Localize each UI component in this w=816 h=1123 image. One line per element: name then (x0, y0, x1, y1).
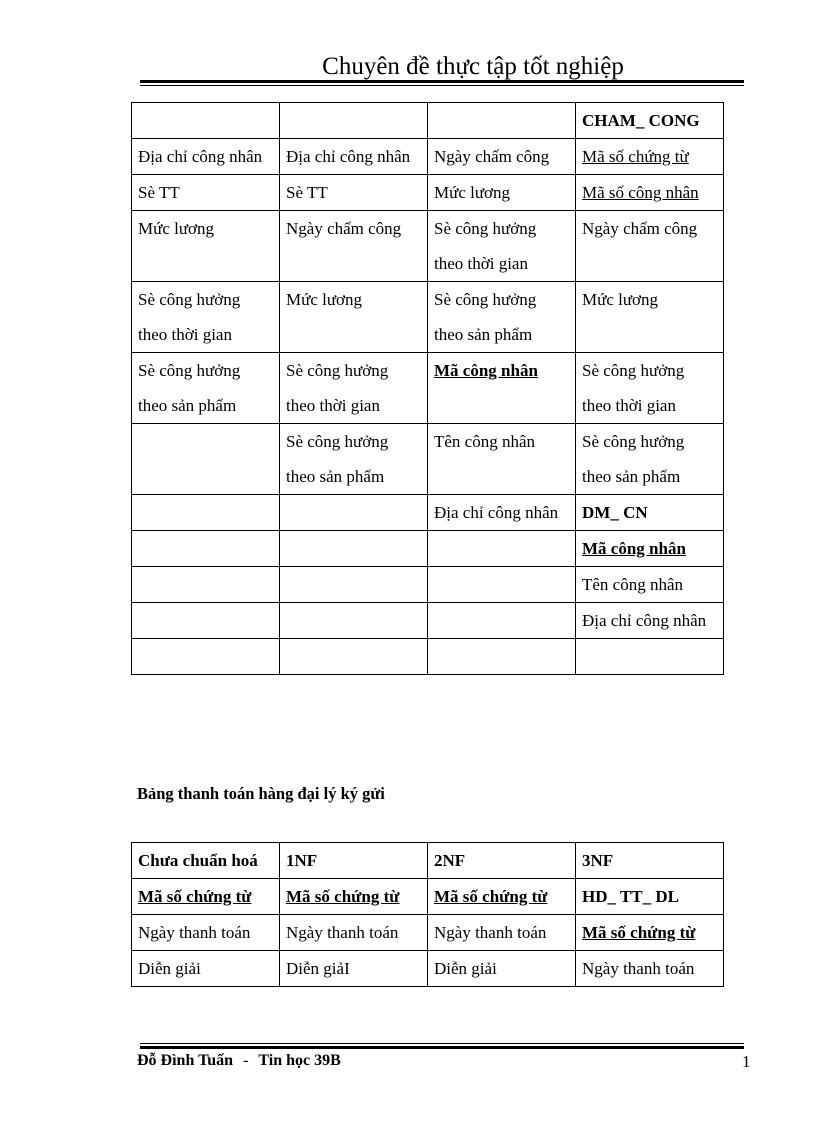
table-cell: Sè công hưởng theo thời gian (576, 353, 724, 424)
table-cell: Sè công hưởng theo sản phẩm (132, 353, 280, 424)
table-cell: Mã công nhân (428, 353, 576, 424)
table-cell (280, 639, 428, 675)
table-cell: Ngày thanh toán (280, 915, 428, 951)
page-number: 1 (742, 1052, 751, 1071)
table-cell (132, 495, 280, 531)
table-cell (280, 531, 428, 567)
table-cell: Ngày chấm công (280, 211, 428, 282)
table-cell: Chưa chuẩn hoá (132, 843, 280, 879)
table-row (132, 603, 724, 639)
table-cell (132, 531, 280, 567)
table-cell: Sè TT (280, 175, 428, 211)
table-row (132, 495, 724, 531)
table-row (132, 639, 724, 675)
table-cell (428, 639, 576, 675)
table-cell: Diễn giải (132, 951, 280, 987)
table-row (132, 567, 724, 603)
footer-author: Đỗ Đình Tuấn (137, 1052, 234, 1069)
header-rule-thick (140, 80, 744, 83)
table-cell: 1NF (280, 843, 428, 879)
table-row (132, 353, 724, 424)
table-row (132, 282, 724, 353)
table-row (132, 211, 724, 282)
table-cell (280, 567, 428, 603)
table-cell: Sè TT (132, 175, 280, 211)
table-row (132, 951, 724, 987)
table-cell: Mã công nhân (576, 531, 724, 567)
table-cell: Mức lương (428, 175, 576, 211)
table-cell (132, 424, 280, 495)
table-cell: Ngày chấm công (576, 211, 724, 282)
table-cell (428, 567, 576, 603)
table-cell: Mã số chứng từ (428, 879, 576, 915)
table-cell (132, 639, 280, 675)
table-row (132, 424, 724, 495)
table-cell (576, 639, 724, 675)
table-cell: DM_ CN (576, 495, 724, 531)
table-thanh-toan (131, 842, 724, 987)
table-cell: Sè công hưởng theo thời gian (428, 211, 576, 282)
footer-class: Tin học 39B (258, 1052, 341, 1069)
table-cell: Diễn giảI (280, 951, 428, 987)
table-cell: Mã số chứng từ (576, 139, 724, 175)
table-cell: Tên công nhân (576, 567, 724, 603)
table-cham-cong (131, 102, 724, 675)
table-cell (428, 603, 576, 639)
table-cell: 3NF (576, 843, 724, 879)
table-cell (132, 103, 280, 139)
table-row (132, 175, 724, 211)
table-cell: Diễn giải (428, 951, 576, 987)
table-cell: 2NF (428, 843, 576, 879)
section-title: Bảng thanh toán hàng đại lý ký gửi (137, 784, 385, 803)
table-cell: Địa chỉ công nhân (132, 139, 280, 175)
table-cell (132, 603, 280, 639)
table-cell: Sè công hưởng theo thời gian (132, 282, 280, 353)
header-rule-thin (140, 85, 744, 86)
table-cell: Sè công hưởng theo sản phẩm (428, 282, 576, 353)
footer-author-line (137, 1052, 341, 1070)
table-cell: Ngày chấm công (428, 139, 576, 175)
footer-rule-thick (140, 1046, 744, 1049)
table-cell: Mã số công nhân (576, 175, 724, 211)
table-row (132, 531, 724, 567)
table-cell: Sè công hưởng theo thời gian (280, 353, 428, 424)
table-cell: Địa chỉ công nhân (576, 603, 724, 639)
table-cham-cong-body (132, 103, 724, 675)
table-cell: Ngày thanh toán (576, 951, 724, 987)
table-cell: Địa chỉ công nhân (280, 139, 428, 175)
table-cell (428, 103, 576, 139)
table-cell: Mã số chứng từ (576, 915, 724, 951)
table-cell (132, 567, 280, 603)
table-row (132, 879, 724, 915)
table-cell: Ngày thanh toán (132, 915, 280, 951)
table-cell (280, 603, 428, 639)
table-row (132, 103, 724, 139)
table-cell: Ngày thanh toán (428, 915, 576, 951)
table-cell: Sè công hưởng theo sản phẩm (280, 424, 428, 495)
table-cell (280, 495, 428, 531)
table-cell: Sè công hưởng theo sản phẩm (576, 424, 724, 495)
table-cell: Mức lương (280, 282, 428, 353)
page-header-title (0, 52, 816, 82)
table-cell: Tên công nhân (428, 424, 576, 495)
table-cell: Mức lương (132, 211, 280, 282)
footer-separator: - (243, 1052, 249, 1069)
table-row (132, 915, 724, 951)
table-cell (428, 531, 576, 567)
table-cell: Mã số chứng từ (280, 879, 428, 915)
table-cell: Mức lương (576, 282, 724, 353)
table-cell: HD_ TT_ DL (576, 879, 724, 915)
table-cell: CHAM_ CONG (576, 103, 724, 139)
table-cell: Mã số chứng từ (132, 879, 280, 915)
table-row (132, 843, 724, 879)
footer-rule-thin (140, 1043, 744, 1044)
table-row (132, 139, 724, 175)
header-title-text: Chuyên đề thực tập tốt nghiệp (322, 53, 624, 80)
table-cell: Địa chỉ công nhân (428, 495, 576, 531)
table-cell (280, 103, 428, 139)
table-thanh-toan-body (132, 843, 724, 987)
